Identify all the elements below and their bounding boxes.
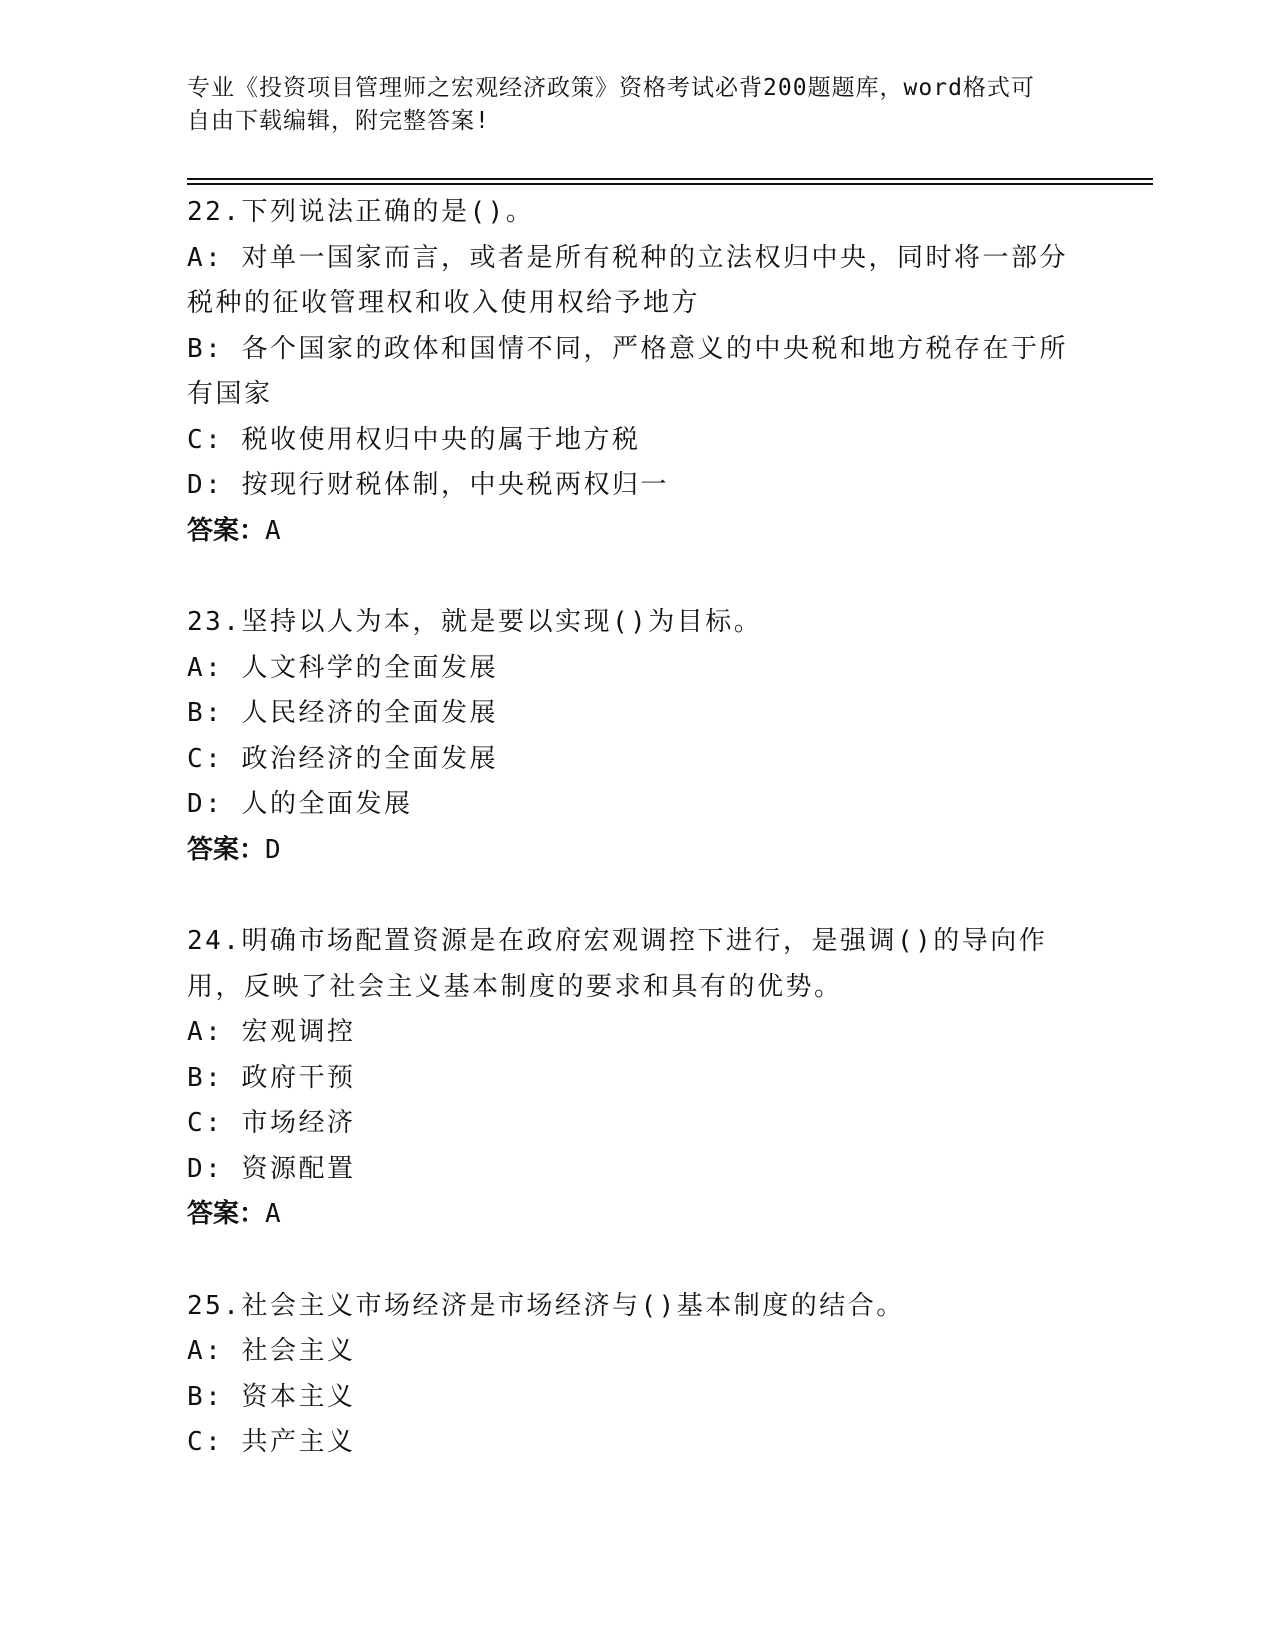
option-b: B: 政府干预: [187, 1062, 356, 1093]
answer-value: D: [265, 834, 284, 865]
option-b: B: 人民经济的全面发展: [187, 698, 498, 728]
option-a: A: 宏观调控: [187, 1017, 356, 1047]
question-text: 25.社会主义市场经济是市场经济与()基本制度的结合。: [187, 1290, 905, 1321]
header-divider-bottom: [187, 183, 1153, 185]
question-22: [187, 190, 1087, 554]
document-header: [187, 72, 1087, 138]
answer-value: A: [265, 1199, 284, 1229]
option-d: D: 资源配置: [187, 1153, 356, 1184]
header-divider-top: [187, 178, 1153, 180]
option-a: A: 对单一国家而言，或者是所有税种的立法权归中央，同时将一部分税种的征收管理权和收入使用权给予地方: [187, 242, 1068, 318]
option-b: B: 各个国家的政体和国情不同，严格意义的中央税和地方税存在于所有国家: [187, 333, 1068, 409]
answer-value: A: [265, 515, 284, 546]
question-24: [187, 919, 1087, 1238]
question-text: 24.明确市场配置资源是在政府宏观调控下进行，是强调()的导向作用，反映了社会主义基本制度的要求和具有的优势。: [187, 926, 1048, 1002]
option-a: A: 人文科学的全面发展: [187, 652, 498, 683]
answer-label: 答案：: [187, 515, 266, 546]
answer-line: [187, 828, 1087, 874]
header-title-line-2: 自由下载编辑，附完整答案!: [187, 108, 490, 134]
option-c: C: 市场经济: [187, 1108, 356, 1138]
answer-label: 答案：: [187, 834, 266, 865]
option-b: B: 资本主义: [187, 1381, 356, 1412]
question-text: 22.下列说法正确的是()。: [187, 197, 535, 227]
option-c: C: 政治经济的全面发展: [187, 743, 498, 774]
option-c: C: 税收使用权归中央的属于地方税: [187, 424, 641, 455]
answer-line: [187, 509, 1087, 555]
header-title-line-1: 专业《投资项目管理师之宏观经济政策》资格考试必背200题题库，word格式可: [187, 75, 1035, 101]
question-list: [187, 190, 1087, 1512]
option-a: A: 社会主义: [187, 1336, 356, 1366]
answer-line: [187, 1192, 1087, 1238]
answer-label: 答案：: [187, 1199, 266, 1229]
question-23: [187, 600, 1087, 873]
option-c: C: 共产主义: [187, 1427, 356, 1457]
question-text: 23.坚持以人为本，就是要以实现()为目标。: [187, 607, 763, 637]
option-d: D: 人的全面发展: [187, 789, 413, 819]
option-d: D: 按现行财税体制，中央税两权归一: [187, 470, 669, 500]
question-25: [187, 1284, 1087, 1466]
